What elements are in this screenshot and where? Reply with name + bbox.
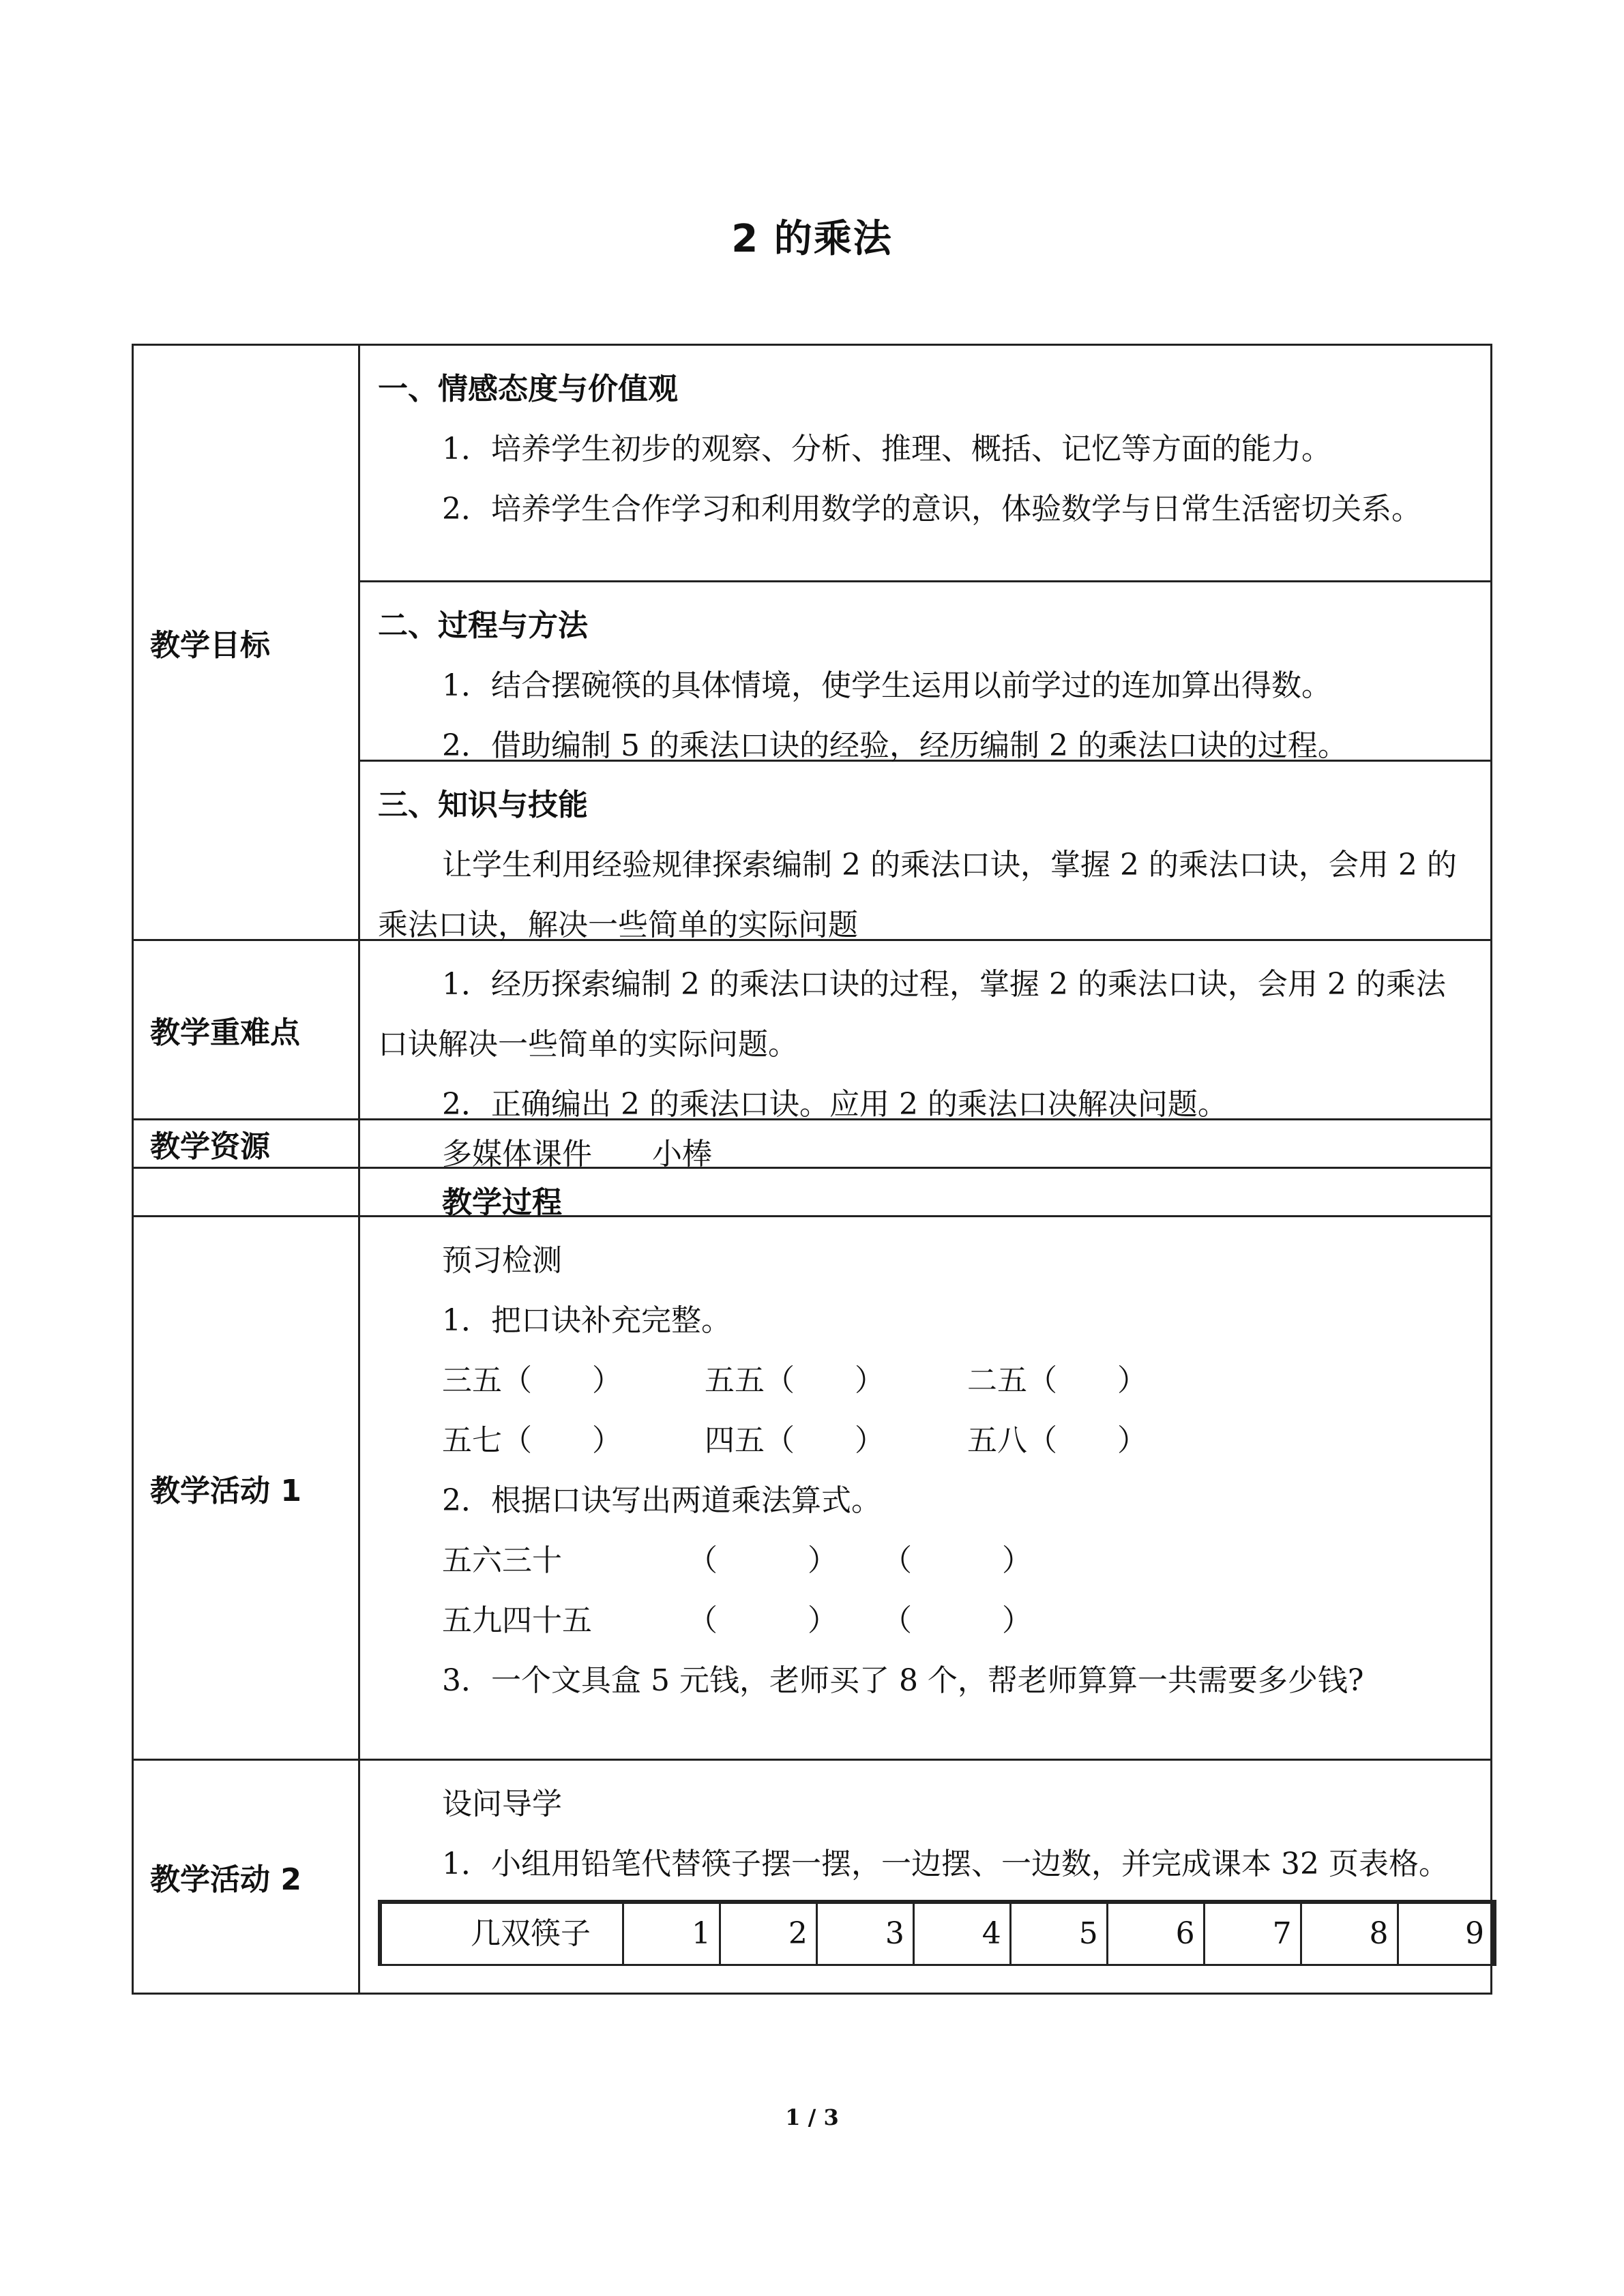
- fill-item: 五七（ ）: [442, 1423, 622, 1458]
- activity1-intro: 预习检测: [442, 1243, 562, 1278]
- resources-label: 教学资源: [133, 1120, 359, 1168]
- empty-label: [133, 1168, 359, 1217]
- goals-row-1: [133, 345, 1492, 582]
- goal-item: 2．借助编制 5 的乘法口诀的经验，经历编制 2 的乘法口诀的过程。: [442, 728, 1348, 763]
- page-title: 2 的乘法: [731, 217, 893, 261]
- goals-section-1: [359, 345, 1492, 582]
- formula-item: 五九四十五: [442, 1603, 592, 1638]
- resources-text: 多媒体课件 小棒: [442, 1137, 712, 1172]
- process-heading: 教学过程: [442, 1185, 562, 1220]
- activity2-content: [359, 1760, 1492, 1994]
- table-cell: 9: [1398, 1902, 1494, 1965]
- section-heading: 三、知识与技能: [378, 788, 588, 822]
- goal-text: 让学生利用经验规律探索编制 2 的乘法口诀，掌握 2 的乘法口诀，会用 2 的乘法口诀，解决一些简单的实际问题: [378, 848, 1457, 942]
- activity1-label: 教学活动 1: [133, 1217, 359, 1760]
- lesson-plan-table: [132, 344, 1492, 1995]
- goal-item: 2．培养学生合作学习和利用数学的意识，体验数学与日常生活密切关系。: [442, 492, 1421, 526]
- table-cell: 1: [623, 1902, 720, 1965]
- formula-blank: （ ）: [688, 1543, 838, 1578]
- key-item: 1．经历探索编制 2 的乘法口诀的过程，掌握 2 的乘法口诀，会用 2 的乘法口诀解决一些简单的实际问题。: [378, 967, 1446, 1062]
- goals-label: 教学目标: [133, 345, 359, 940]
- chopsticks-label: 几双筷子: [380, 1902, 623, 1965]
- key-item: 2．正确编出 2 的乘法口诀。应用 2 的乘法口决解决问题。: [442, 1087, 1228, 1122]
- table-cell: 2: [720, 1902, 816, 1965]
- formula-row-2: [378, 1591, 1473, 1651]
- formula-item: 五六三十: [442, 1543, 562, 1578]
- chopsticks-table: [378, 1900, 1496, 1966]
- activity2-question: 1．小组用铅笔代替筷子摆一摆，一边摆、一边数，并完成课本 32 页表格。: [442, 1847, 1449, 1881]
- activity2-row: [133, 1760, 1492, 1994]
- activity1-content: [359, 1217, 1492, 1760]
- fill-item: 四五（ ）: [705, 1423, 885, 1458]
- page-number: 1 / 3: [785, 2104, 839, 2130]
- goal-item: 1．培养学生初步的观察、分析、推理、概括、记忆等方面的能力。: [442, 432, 1331, 466]
- goals-section-3: [359, 761, 1492, 940]
- table-cell: 4: [913, 1902, 1010, 1965]
- key-content: [359, 940, 1492, 1120]
- process-row: [133, 1168, 1492, 1217]
- formula-blank: （ ）: [688, 1603, 838, 1638]
- key-row: [133, 940, 1492, 1120]
- fill-item: 三五（ ）: [442, 1363, 622, 1398]
- fill-row-2: [378, 1411, 1473, 1471]
- activity1-row: [133, 1217, 1492, 1760]
- fill-item: 五五（ ）: [705, 1363, 885, 1398]
- table-cell: 6: [1107, 1902, 1204, 1965]
- activity2-label: 教学活动 2: [133, 1760, 359, 1994]
- section-heading: 一、情感态度与价值观: [378, 372, 678, 406]
- key-label: 教学重难点: [133, 940, 359, 1120]
- table-cell: 7: [1204, 1902, 1301, 1965]
- fill-item: 五八（ ）: [967, 1423, 1147, 1458]
- table-cell: 8: [1301, 1902, 1398, 1965]
- table-cell: 3: [816, 1902, 913, 1965]
- fill-item: 二五（ ）: [967, 1363, 1147, 1398]
- table-cell: 5: [1010, 1902, 1107, 1965]
- question-3: 3．一个文具盒 5 元钱，老师买了 8 个，帮老师算算一共需要多少钱?: [442, 1663, 1364, 1698]
- goal-item: 1．结合摆碗筷的具体情境，使学生运用以前学过的连加算出得数。: [442, 668, 1331, 703]
- formula-row-1: [378, 1531, 1473, 1591]
- chopsticks-row: [380, 1902, 1494, 1965]
- activity2-intro: 设问导学: [442, 1787, 562, 1821]
- question-2: 2．根据口诀写出两道乘法算式。: [442, 1483, 881, 1518]
- process-content: [359, 1168, 1492, 1220]
- formula-blank: （ ）: [882, 1543, 1032, 1578]
- fill-row-1: [378, 1351, 1473, 1411]
- section-heading: 二、过程与方法: [378, 608, 588, 643]
- formula-blank: （ ）: [882, 1603, 1032, 1638]
- question-1: 1．把口诀补充完整。: [442, 1303, 731, 1338]
- goals-section-2: [359, 582, 1492, 761]
